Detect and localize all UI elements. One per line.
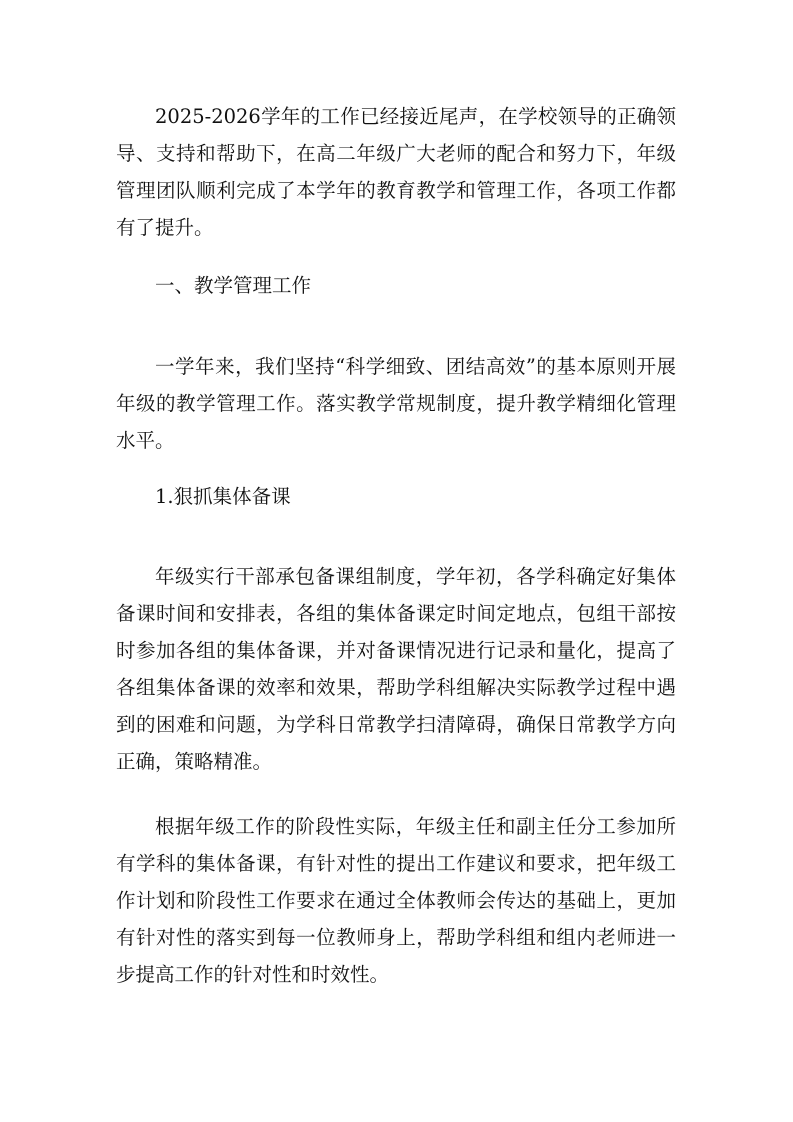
subsection-heading-collective-lesson-prep: 1.狠抓集体备课: [155, 485, 291, 508]
subsection-body-paragraph-1: 年级实行干部承包备课组制度，学年初，各学科确定好集体备课时间和安排表，各组的集体备课定时间定地点，包组干部按时参加各组的集体备课，并对备课情况进行记录和量化，提高了各组集体备课的效率和效果，帮助学科组解决实际教学过程中遇到的困难和问题，为学科日常教学扫清障碍，确保日常教学方向正确，策略精准。: [116, 565, 676, 773]
subsection-body-paragraph-2: 根据年级工作的阶段性实际，年级主任和副主任分工参加所有学科的集体备课，有针对性的提出工作建议和要求，把年级工作计划和阶段性工作要求在通过全体教师会传达的基础上，更加有针对性的落实到每一位教师身上，帮助学科组和组内老师进一步提高工作的针对性和时效性。: [116, 815, 676, 986]
intro-paragraph: 2025-2026学年的工作已经接近尾声，在学校领导的正确领导、支持和帮助下，在高二年级广大老师的配合和努力下，年级管理团队顺利完成了本学年的教育教学和管理工作，各项工作都有了提升。: [116, 105, 676, 239]
section-body-paragraph: 一学年来，我们坚持“科学细致、团结高效”的基本原则开展年级的教学管理工作。落实教学常规制度，提升教学精细化管理水平。: [116, 355, 676, 452]
section-heading-teaching-management: 一、教学管理工作: [155, 274, 312, 297]
